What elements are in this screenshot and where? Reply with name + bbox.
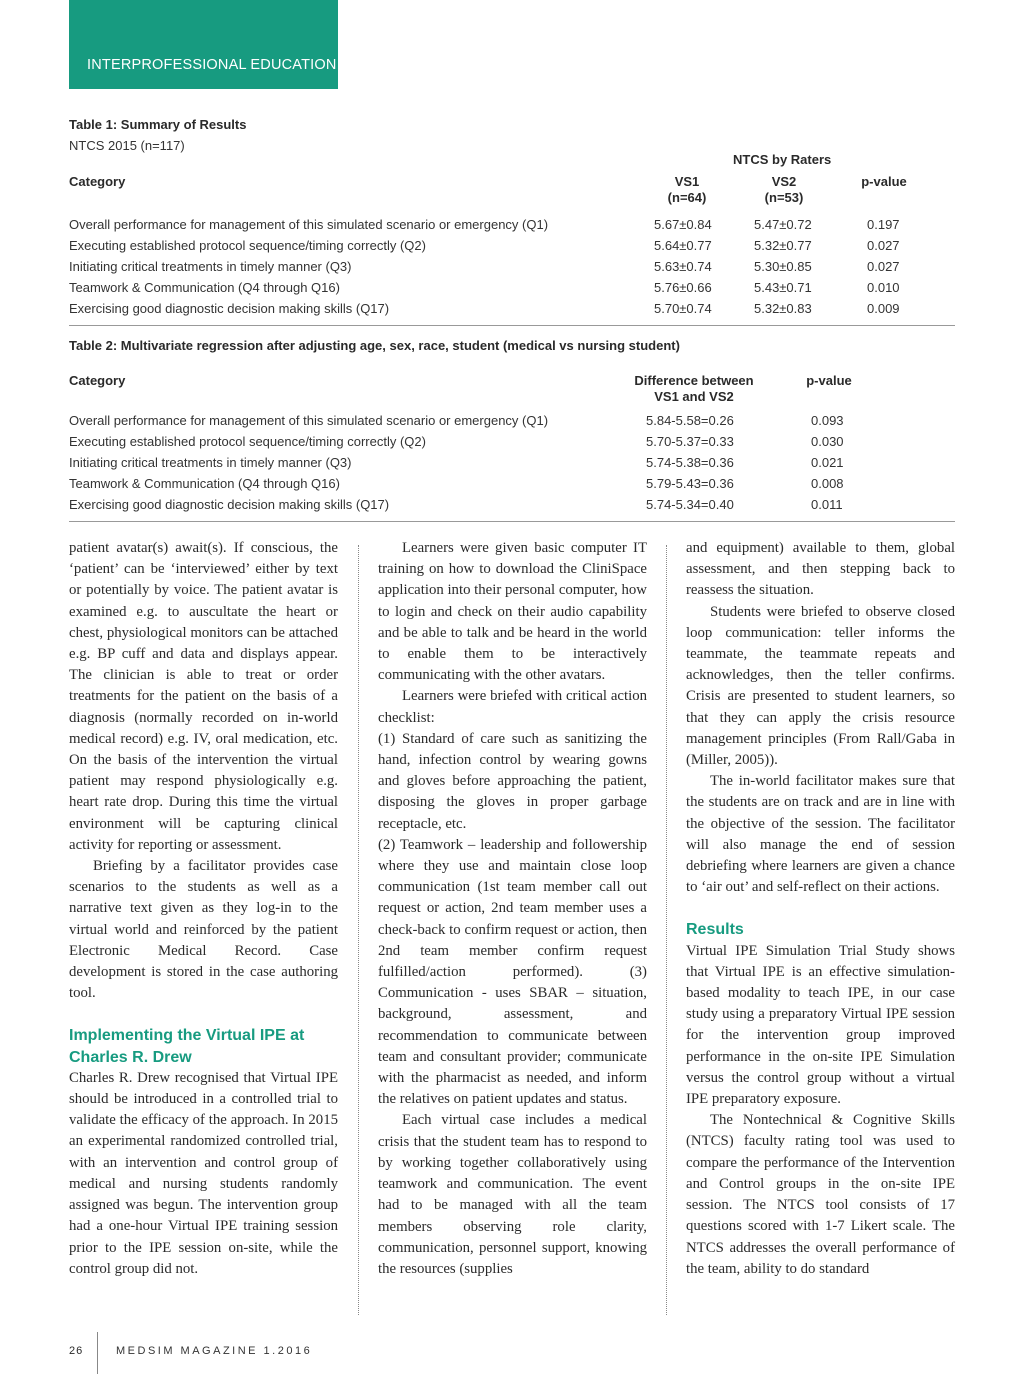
table-cell-p: 0.093 bbox=[811, 413, 844, 428]
article-column-1 bbox=[69, 538, 338, 1280]
table-2-header-p: p-value bbox=[806, 373, 852, 388]
paragraph: Virtual IPE Simulation Trial Study shows that Virtual IPE is an effective simulation-based modality to teach IPE, in our case study using a preparatory Virtual IPE session for the intervention group improved performance in the on-site IPE Simulation versus the control group without a virtual IPE preparatory exposure. bbox=[686, 942, 955, 1108]
table-cell-vs1: 5.63±0.74 bbox=[654, 259, 712, 274]
table-row: Initiating critical treatments in timely manner (Q3) bbox=[69, 259, 352, 274]
paragraph: and equipment) available to them, global assessment, and then stepping back to reassess the situation. bbox=[686, 540, 955, 599]
table-cell-p: 0.008 bbox=[811, 476, 844, 491]
article-column-2 bbox=[378, 538, 647, 1280]
table-2-header-diff-line1: Difference between bbox=[634, 373, 754, 388]
paragraph: patient avatar(s) await(s). If conscious, the ‘patient’ can be ‘interviewed’ either by text or potentially by voice. The patient avatar is examined e.g. to auscultate the heart or chest, physiological monitors can be attached e.g. BP cuff and data and displays appear. The clinician is able to treat or order treatments for the patient on the basis of a diagnosis (normally recorded on in-world medical record) e.g. IV, oral medication, etc. On the basis of the intervention the virtual patient may respond physiologically e.g. heart rate drop. During this time the virtual environment will be capturing clinical activity for reporting or assessment. bbox=[69, 540, 338, 853]
column-divider bbox=[666, 545, 667, 1315]
table-cell-vs1: 5.67±0.84 bbox=[654, 217, 712, 232]
table-1-header-vs2-n: (n=53) bbox=[764, 190, 804, 205]
table-1-header-vs1 bbox=[655, 174, 719, 206]
table-row: Exercising good diagnostic decision making skills (Q17) bbox=[69, 301, 390, 316]
paragraph: (1) Standard of care such as sanitizing the hand, infection control by wearing gowns and gloves before approaching the patient, disposing the gloves in proper garbage receptacle, etc. bbox=[378, 730, 647, 832]
table-cell-p: 0.027 bbox=[867, 238, 900, 253]
table-row: Executing established protocol sequence/timing correctly (Q2) bbox=[69, 238, 426, 253]
article-column-3 bbox=[686, 538, 955, 1280]
table-cell-vs1: 5.70±0.74 bbox=[654, 301, 712, 316]
table-cell-vs2: 5.43±0.71 bbox=[754, 280, 812, 295]
table-2-divider bbox=[69, 521, 955, 522]
table-1-header-vs1-n: (n=64) bbox=[667, 190, 707, 205]
table-cell-diff: 5.84-5.58=0.26 bbox=[646, 413, 734, 428]
footer-divider bbox=[97, 1332, 98, 1374]
paragraph: Each virtual case includes a medical crisis that the student team has to respond to by working together collaboratively using teamwork and communication. The event had to be managed with all the team members observing role clarity, communication, personnel support, knowing the resources (supplies bbox=[378, 1112, 647, 1277]
paragraph: Learners were given basic computer IT training on how to download the CliniSpace application into their personal computer, how to login and check on their audio capability and be able to talk and be heard in the world to enable them to be interactively communicating with the other avatars. bbox=[378, 540, 647, 684]
table-row: Teamwork & Communication (Q4 through Q16) bbox=[69, 476, 340, 491]
paragraph: Briefing by a facilitator provides case scenarios to the students as well as a narrative text given as they log-in to the virtual world and reinforced by the patient Electronic Medical Record. Case development is stored in the case authoring tool. bbox=[69, 858, 338, 1002]
table-cell-vs1: 5.64±0.77 bbox=[654, 238, 712, 253]
paragraph: Learners were briefed with critical action checklist: bbox=[378, 688, 647, 726]
table-cell-vs2: 5.30±0.85 bbox=[754, 259, 812, 274]
table-2-header-category: Category bbox=[69, 373, 126, 388]
page-number: 26 bbox=[69, 1345, 84, 1357]
table-row: Initiating critical treatments in timely manner (Q3) bbox=[69, 455, 352, 470]
paragraph: Students were briefed to observe closed loop communication: teller informs the teammate, the teammate repeats and acknowledges, then the teller confirms. Crisis are presented to student learners, so that they can apply the crisis resource management principles (From Rall/Gaba in (Miller, 2005)). bbox=[686, 603, 955, 769]
table-cell-diff: 5.74-5.38=0.36 bbox=[646, 455, 734, 470]
table-cell-vs2: 5.32±0.77 bbox=[754, 238, 812, 253]
table-1-header-p: p-value bbox=[861, 174, 907, 189]
table-1-raters-header: NTCS by Raters bbox=[733, 152, 832, 167]
table-1-header-vs1-label: VS1 bbox=[674, 174, 700, 189]
table-cell-vs2: 5.47±0.72 bbox=[754, 217, 812, 232]
paragraph: Charles R. Drew recognised that Virtual IPE should be introduced in a controlled trial to validate the efficacy of the approach. In 2015 an experimental randomized controlled trial, with an intervention and control group of medical and nursing students randomly assigned was begun. The intervention group had a one-hour Virtual IPE training session prior to the IPE session on-site, while the control group did not. bbox=[69, 1069, 338, 1277]
table-cell-vs1: 5.76±0.66 bbox=[654, 280, 712, 295]
table-cell-p: 0.030 bbox=[811, 434, 844, 449]
table-2-header-diff-line2: VS1 and VS2 bbox=[654, 389, 734, 404]
paragraph: The in-world facilitator makes sure that the students are on track and are in line with the objective of the session. The facilitator will also manage the end of session debriefing where learners are given a chance to ‘air out’ and self-reflect on their actions. bbox=[686, 773, 955, 896]
section-banner bbox=[69, 0, 338, 89]
table-row: Overall performance for management of this simulated scenario or emergency (Q1) bbox=[69, 217, 549, 232]
paragraph: The Nontechnical & Cognitive Skills (NTCS) faculty rating tool was used to compare the performance of the Intervention and Control groups in the on-site IPE session. The NTCS tool consists of 17 questions scored with 1-7 Likert scale. The NTCS addresses the overall performance of the team, ability to do standard bbox=[686, 1112, 955, 1277]
table-2-title: Table 2: Multivariate regression after adjusting age, sex, race, student (medical vs nursing student) bbox=[69, 338, 680, 353]
table-1-header-category: Category bbox=[69, 174, 126, 189]
table-cell-p: 0.011 bbox=[811, 497, 843, 512]
paragraph: (2) Teamwork – leadership and followership where they use and maintain close loop communication (1st team member call out request or action, 2nd team member uses a check-back to confirm request or action, then 2nd team member confirm request fulfilled/action performed). (3) Communication - uses SBAR – situation, background, assessment, and recommendation to communicate between team and consultant provider; communicate with the pharmacist as needed, and inform the relatives on patient updates and status. bbox=[378, 836, 647, 1108]
table-cell-diff: 5.74-5.34=0.40 bbox=[646, 497, 734, 512]
table-row: Teamwork & Communication (Q4 through Q16) bbox=[69, 280, 340, 295]
table-row: Executing established protocol sequence/timing correctly (Q2) bbox=[69, 434, 426, 449]
table-cell-p: 0.009 bbox=[867, 301, 900, 316]
table-row: Exercising good diagnostic decision making skills (Q17) bbox=[69, 497, 390, 512]
section-heading: Results bbox=[686, 921, 744, 939]
magazine-name: MEDSIM MAGAZINE 1.2016 bbox=[116, 1345, 313, 1357]
table-1-divider bbox=[69, 325, 955, 326]
table-1-header-vs2 bbox=[752, 174, 816, 206]
table-cell-p: 0.027 bbox=[867, 259, 900, 274]
table-cell-diff: 5.70-5.37=0.33 bbox=[646, 434, 734, 449]
section-heading: Implementing the Virtual IPE at Charles R. Drew bbox=[69, 1027, 305, 1066]
section-title: INTERPROFESSIONAL EDUCATION bbox=[87, 57, 337, 73]
column-divider bbox=[358, 545, 359, 1315]
table-1-title: Table 1: Summary of Results bbox=[69, 117, 247, 132]
table-cell-p: 0.197 bbox=[867, 217, 900, 232]
table-row: Overall performance for management of this simulated scenario or emergency (Q1) bbox=[69, 413, 549, 428]
table-cell-p: 0.010 bbox=[867, 280, 900, 295]
table-cell-diff: 5.79-5.43=0.36 bbox=[646, 476, 734, 491]
table-cell-p: 0.021 bbox=[811, 455, 844, 470]
table-1-header-vs2-label: VS2 bbox=[771, 174, 797, 189]
table-cell-vs2: 5.32±0.83 bbox=[754, 301, 812, 316]
table-2-header-diff bbox=[617, 373, 771, 405]
table-1-subtitle: NTCS 2015 (n=117) bbox=[69, 138, 185, 153]
